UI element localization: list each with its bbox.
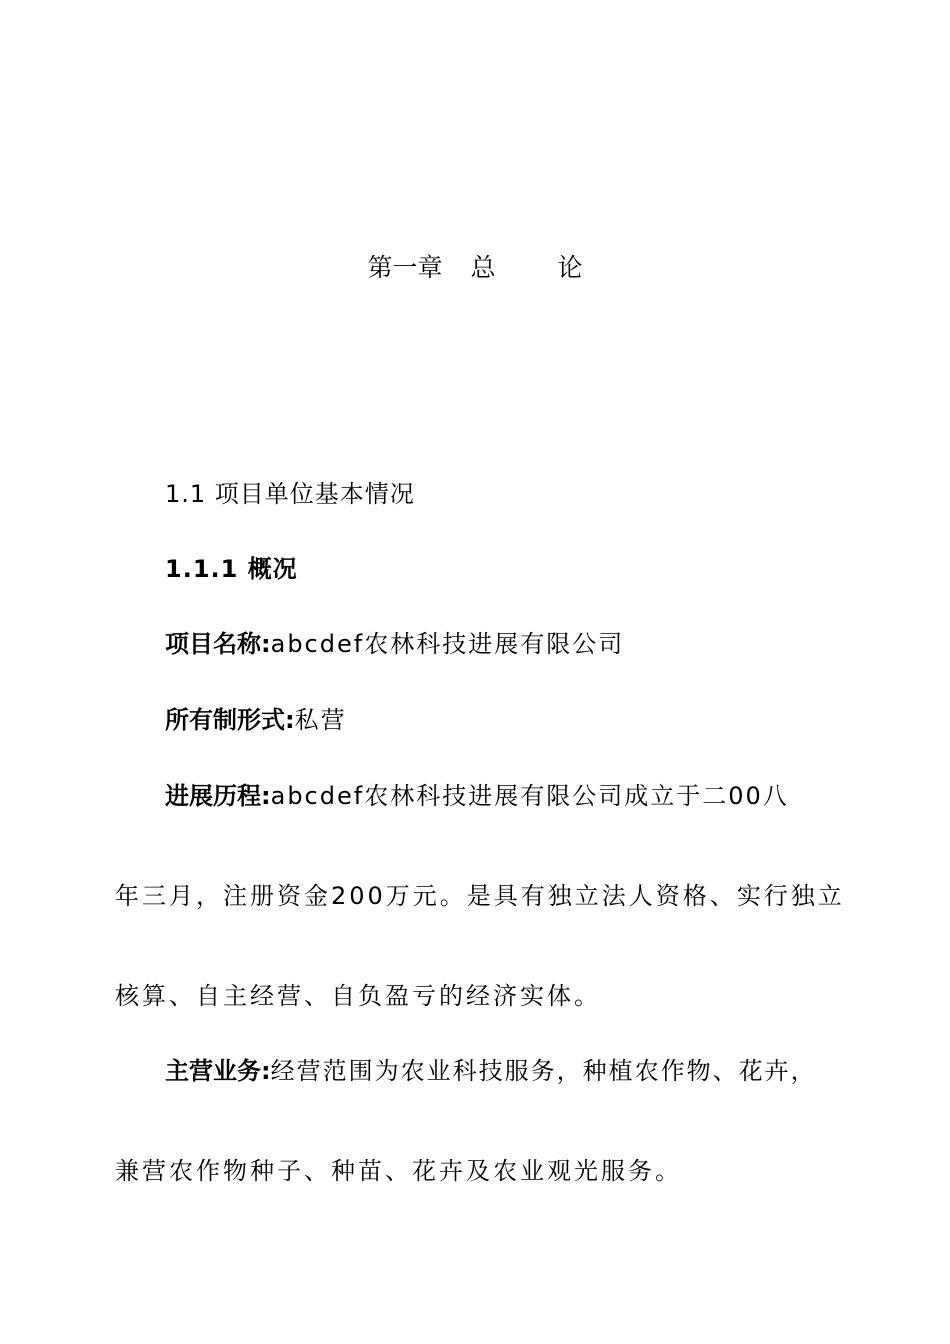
project-name-paragraph bbox=[165, 628, 624, 660]
history-value-line-1: abcdef农林科技进展有限公司成立于二00八 bbox=[270, 782, 789, 810]
history-label: 进展历程: bbox=[165, 782, 271, 810]
business-value-line-1: 经营范围为农业科技服务，种植农作物、花卉， bbox=[270, 1057, 817, 1085]
chapter-title bbox=[0, 252, 950, 284]
chapter-prefix: 第一章 bbox=[367, 253, 443, 282]
history-value-line-2: 年三月，注册资金200万元。是具有独立法人资格、实行独立 bbox=[115, 882, 845, 910]
ownership-label: 所有制形式: bbox=[165, 706, 295, 734]
section-heading: 1.1 项目单位基本情况 bbox=[165, 480, 415, 508]
business-label: 主营业务: bbox=[165, 1057, 271, 1085]
ownership-paragraph bbox=[165, 704, 347, 736]
ownership-value: 私营 bbox=[294, 706, 347, 734]
chapter-word-1: 总 bbox=[470, 253, 496, 282]
history-value-line-3: 核算、自主经营、自负盈亏的经济实体。 bbox=[115, 982, 601, 1010]
chapter-word-2: 论 bbox=[557, 253, 583, 282]
project-name-value: abcdef农林科技进展有限公司 bbox=[270, 630, 625, 658]
business-paragraph-line-1 bbox=[165, 1055, 817, 1087]
history-paragraph-line-1 bbox=[165, 780, 789, 812]
business-value-line-2: 兼营农作物种子、种苗、花卉及农业观光服务。 bbox=[115, 1157, 682, 1185]
project-name-label: 项目名称: bbox=[165, 630, 271, 658]
subsection-heading: 1.1.1 概况 bbox=[165, 555, 298, 583]
